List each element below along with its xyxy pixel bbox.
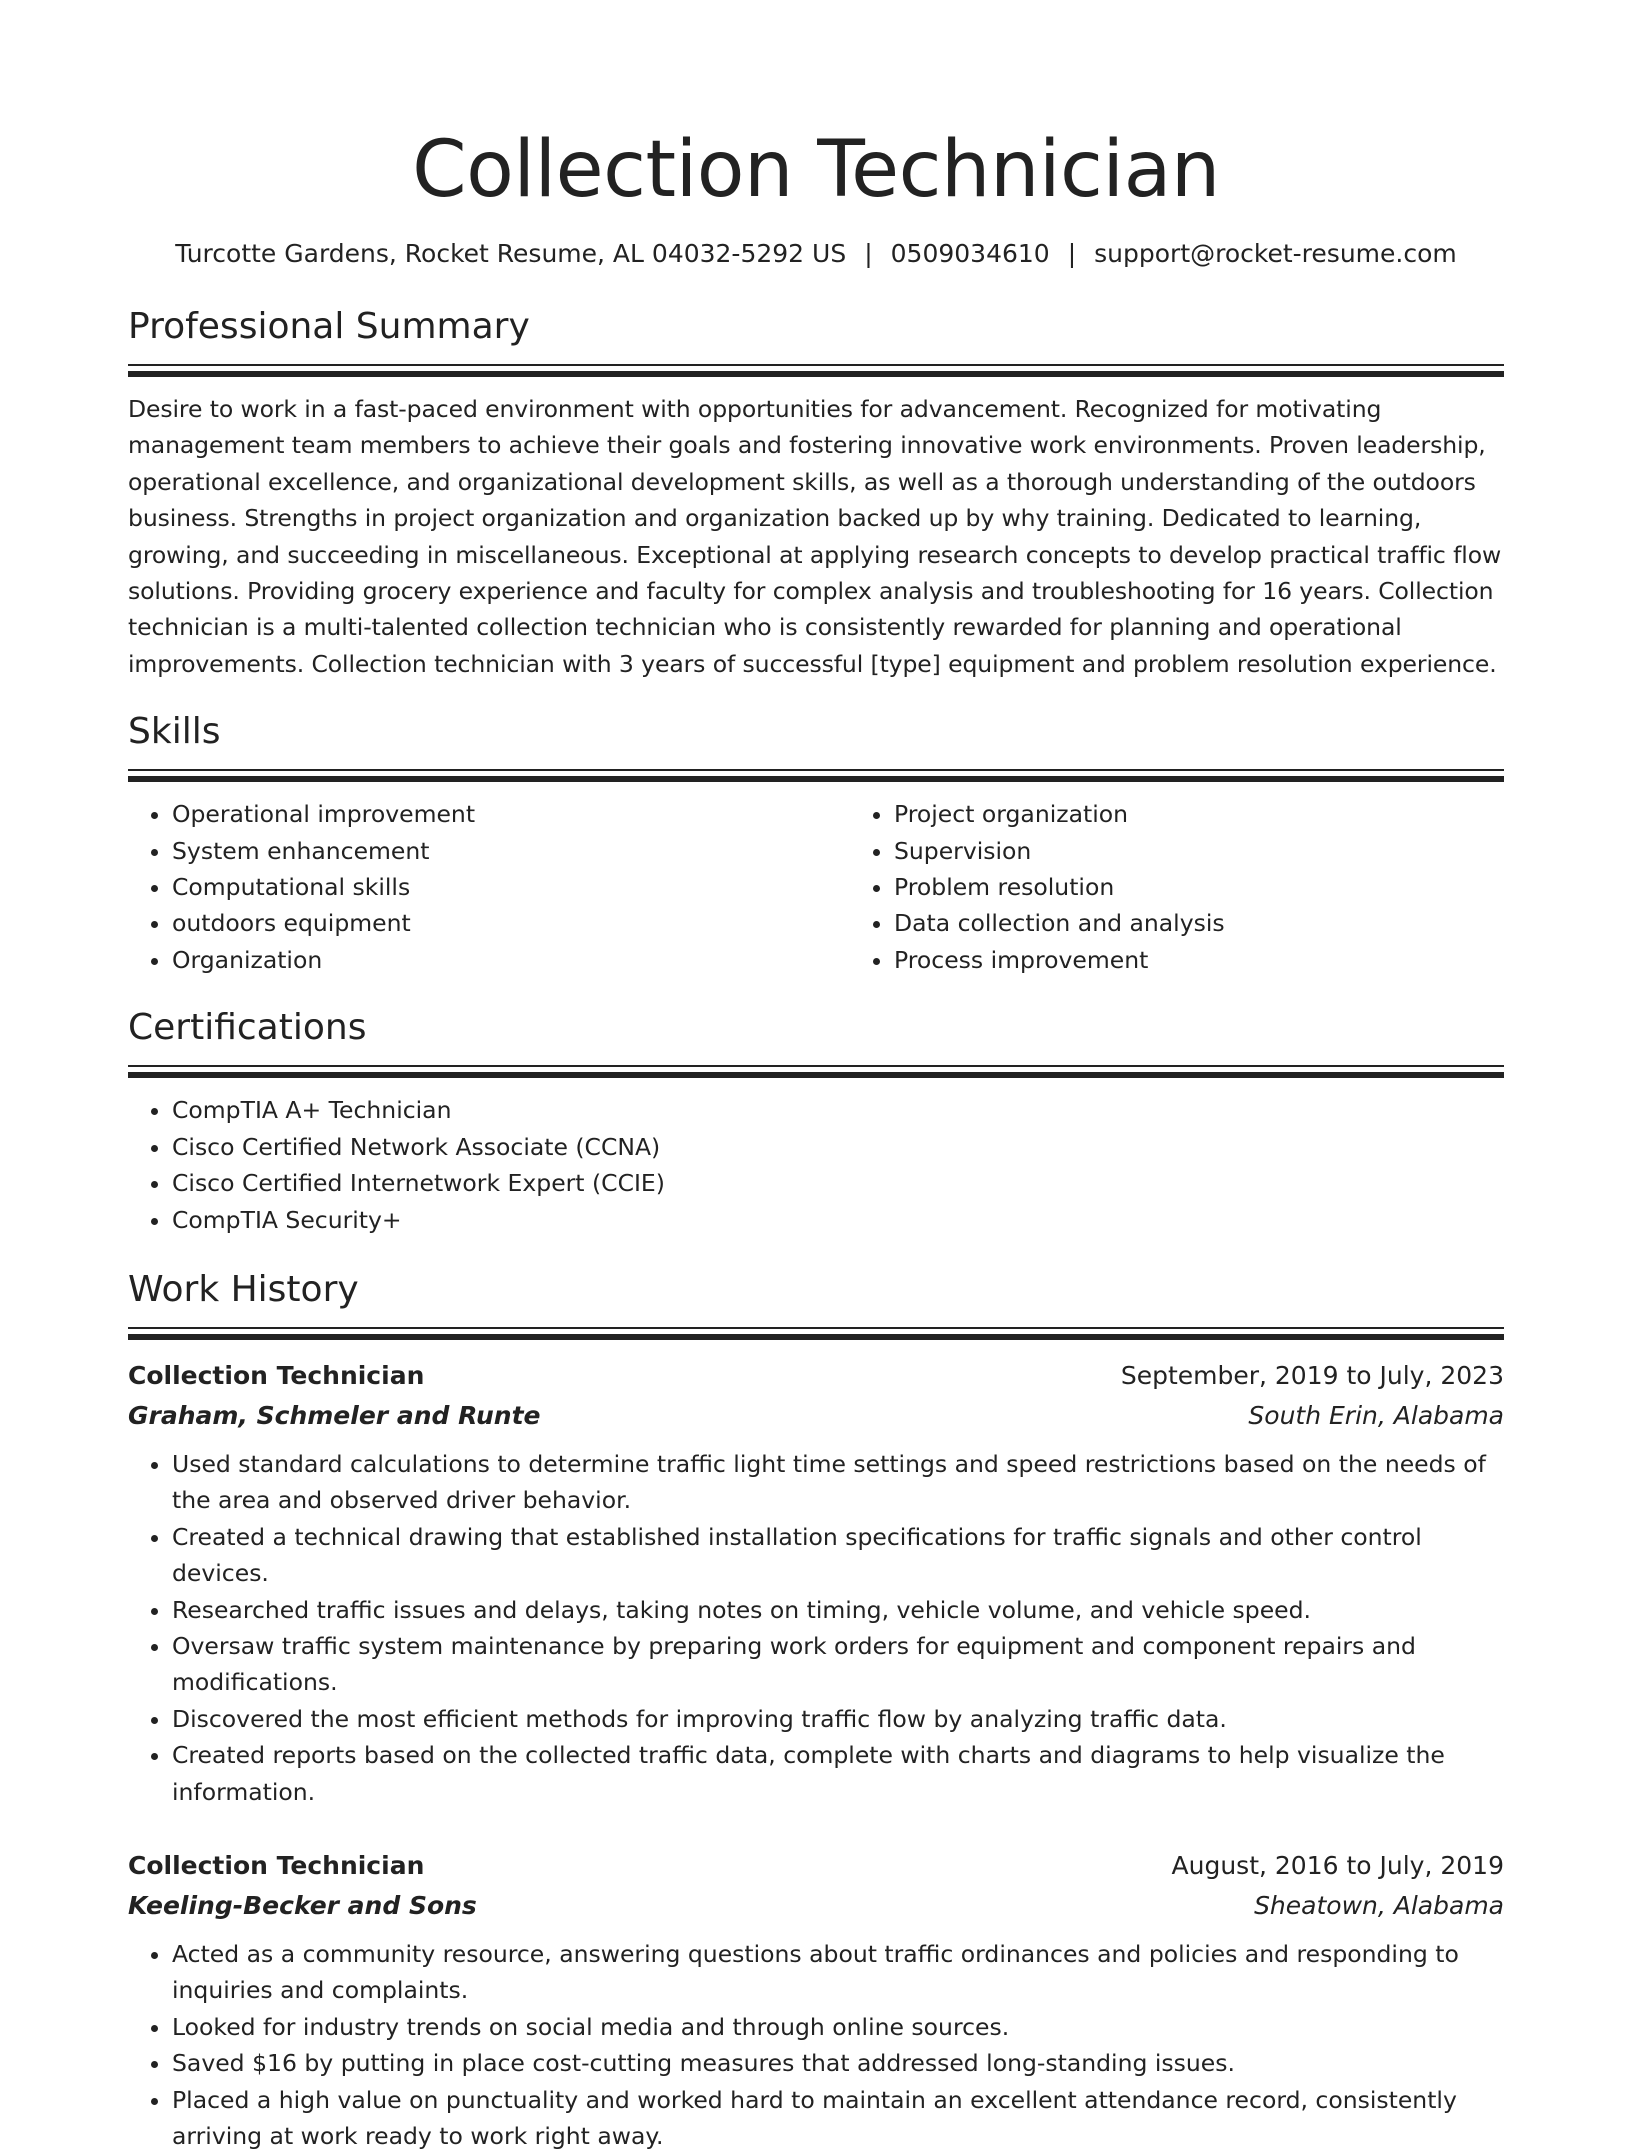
- section-divider-thick: [128, 1072, 1504, 1078]
- job-entry: [128, 1846, 1504, 2154]
- skill-item: • Project organization: [894, 796, 1572, 832]
- summary-section: [128, 305, 1504, 682]
- job-duty: • Oversaw traffic system maintenance by preparing work orders for equipment and component repairs and modifications.: [172, 1628, 1504, 1701]
- job-duties-list: [128, 1936, 1504, 2154]
- section-divider: [128, 1327, 1504, 1329]
- certification-item: • Cisco Certified Internetwork Expert (CCIE): [172, 1165, 1504, 1201]
- job-duty: • Looked for industry trends on social media and through online sources.: [172, 2009, 1504, 2045]
- skill-item: • System enhancement: [172, 833, 850, 869]
- contact-separator: |: [1067, 239, 1077, 268]
- job-duty: • Discovered the most efficient methods for improving traffic flow by analyzing traffic data.: [172, 1701, 1504, 1737]
- skill-item: • Organization: [172, 942, 850, 978]
- section-divider-thick: [128, 1334, 1504, 1340]
- job-title: Collection Technician: [128, 1360, 425, 1390]
- job-duty: • Placed a high value on punctuality and worked hard to maintain an excellent attendance record, consistently arriving at work ready to work right away.: [172, 2082, 1504, 2154]
- skill-item: • Problem resolution: [894, 869, 1572, 905]
- contact-phone: 0509034610: [890, 239, 1050, 268]
- summary-text: Desire to work in a fast-paced environment with opportunities for advancement. Recognized for motivating management team members to achieve their goals and fostering innovative work environments. Proven leadership, operational excellence, and organizational development skills, as well as a thorough understanding of the outdoors business. Strengths in project organization and organization backed up by why training. Dedicated to learning, growing, and succeeding in miscellaneous. Exceptional at applying research concepts to develop practical traffic flow solutions. Providing grocery experience and faculty for complex analysis and troubleshooting for 16 years. Collection technician is a multi-talented collection technician who is consistently rewarded for planning and operational improvements. Collection technician with 3 years of successful [type] equipment and problem resolution experience.: [128, 395, 1502, 678]
- certifications-section: [128, 1006, 1504, 1238]
- job-header-row: [128, 1356, 1504, 1396]
- skill-item: • Process improvement: [894, 942, 1572, 978]
- skill-item: • outdoors equipment: [172, 905, 850, 941]
- skill-item: • Operational improvement: [172, 796, 850, 832]
- job-duty: • Researched traffic issues and delays, taking notes on timing, vehicle volume, and vehicle speed.: [172, 1592, 1504, 1628]
- section-divider: [128, 364, 1504, 366]
- section-divider: [128, 1065, 1504, 1067]
- section-divider-thick: [128, 371, 1504, 377]
- certification-item: • Cisco Certified Network Associate (CCNA): [172, 1129, 1504, 1165]
- work-history-heading: Work History: [128, 1268, 359, 1310]
- job-header-row: [128, 1846, 1504, 1886]
- job-location: Sheatown, Alabama: [1254, 1890, 1504, 1920]
- job-company: Keeling-Becker and Sons: [128, 1890, 477, 1920]
- summary-heading: Professional Summary: [128, 306, 530, 347]
- job-entry: [128, 1356, 1504, 1810]
- job-duties-list: [128, 1446, 1504, 1810]
- job-duty: • Saved $16 by putting in place cost-cutting measures that addressed long-standing issues.: [172, 2045, 1504, 2081]
- resume-page: [128, 0, 1504, 2154]
- skills-section: [128, 710, 1504, 978]
- skill-item: • Computational skills: [172, 869, 850, 905]
- job-duty: • Acted as a community resource, answering questions about traffic ordinances and policies and responding to inquiries and complaints.: [172, 1936, 1504, 2009]
- job-location: South Erin, Alabama: [1248, 1400, 1504, 1430]
- skill-item: • Data collection and analysis: [894, 905, 1572, 941]
- certifications-heading: Certifications: [128, 1007, 367, 1049]
- certification-item: • CompTIA A+ Technician: [172, 1092, 1504, 1128]
- job-company: Graham, Schmeler and Runte: [128, 1400, 541, 1430]
- section-divider: [128, 769, 1504, 771]
- contact-separator: |: [864, 239, 873, 268]
- certification-item: • CompTIA Security+: [172, 1202, 1504, 1238]
- contact-address: Turcotte Gardens, Rocket Resume, AL 04032-5292 US: [175, 239, 847, 268]
- job-duty: • Used standard calculations to determine traffic light time settings and speed restrictions based on the needs of the area and observed driver behavior.: [172, 1446, 1504, 1519]
- work-history-section: [128, 1268, 1504, 2154]
- page-title: Collection Technician: [412, 125, 1220, 215]
- job-company-row: [128, 1886, 1504, 1926]
- job-duty: • Created a technical drawing that established installation specifications for traffic signals and other control devices.: [172, 1519, 1504, 1592]
- contact-email: support@rocket-resume.com: [1094, 239, 1457, 268]
- skill-item: • Supervision: [894, 833, 1572, 869]
- certifications-list: [128, 1092, 1504, 1238]
- job-duty: • Created reports based on the collected traffic data, complete with charts and diagrams to help visualize the information.: [172, 1737, 1504, 1810]
- job-title: Collection Technician: [128, 1850, 425, 1880]
- job-company-row: [128, 1396, 1504, 1436]
- contact-line: [128, 238, 1504, 270]
- job-dates: August, 2016 to July, 2019: [1171, 1850, 1504, 1880]
- job-dates: September, 2019 to July, 2023: [1120, 1360, 1504, 1390]
- skills-heading: Skills: [128, 711, 221, 753]
- skills-list-right: [850, 796, 1572, 978]
- skills-list-left: [128, 796, 850, 978]
- skills-grid: [128, 782, 1504, 978]
